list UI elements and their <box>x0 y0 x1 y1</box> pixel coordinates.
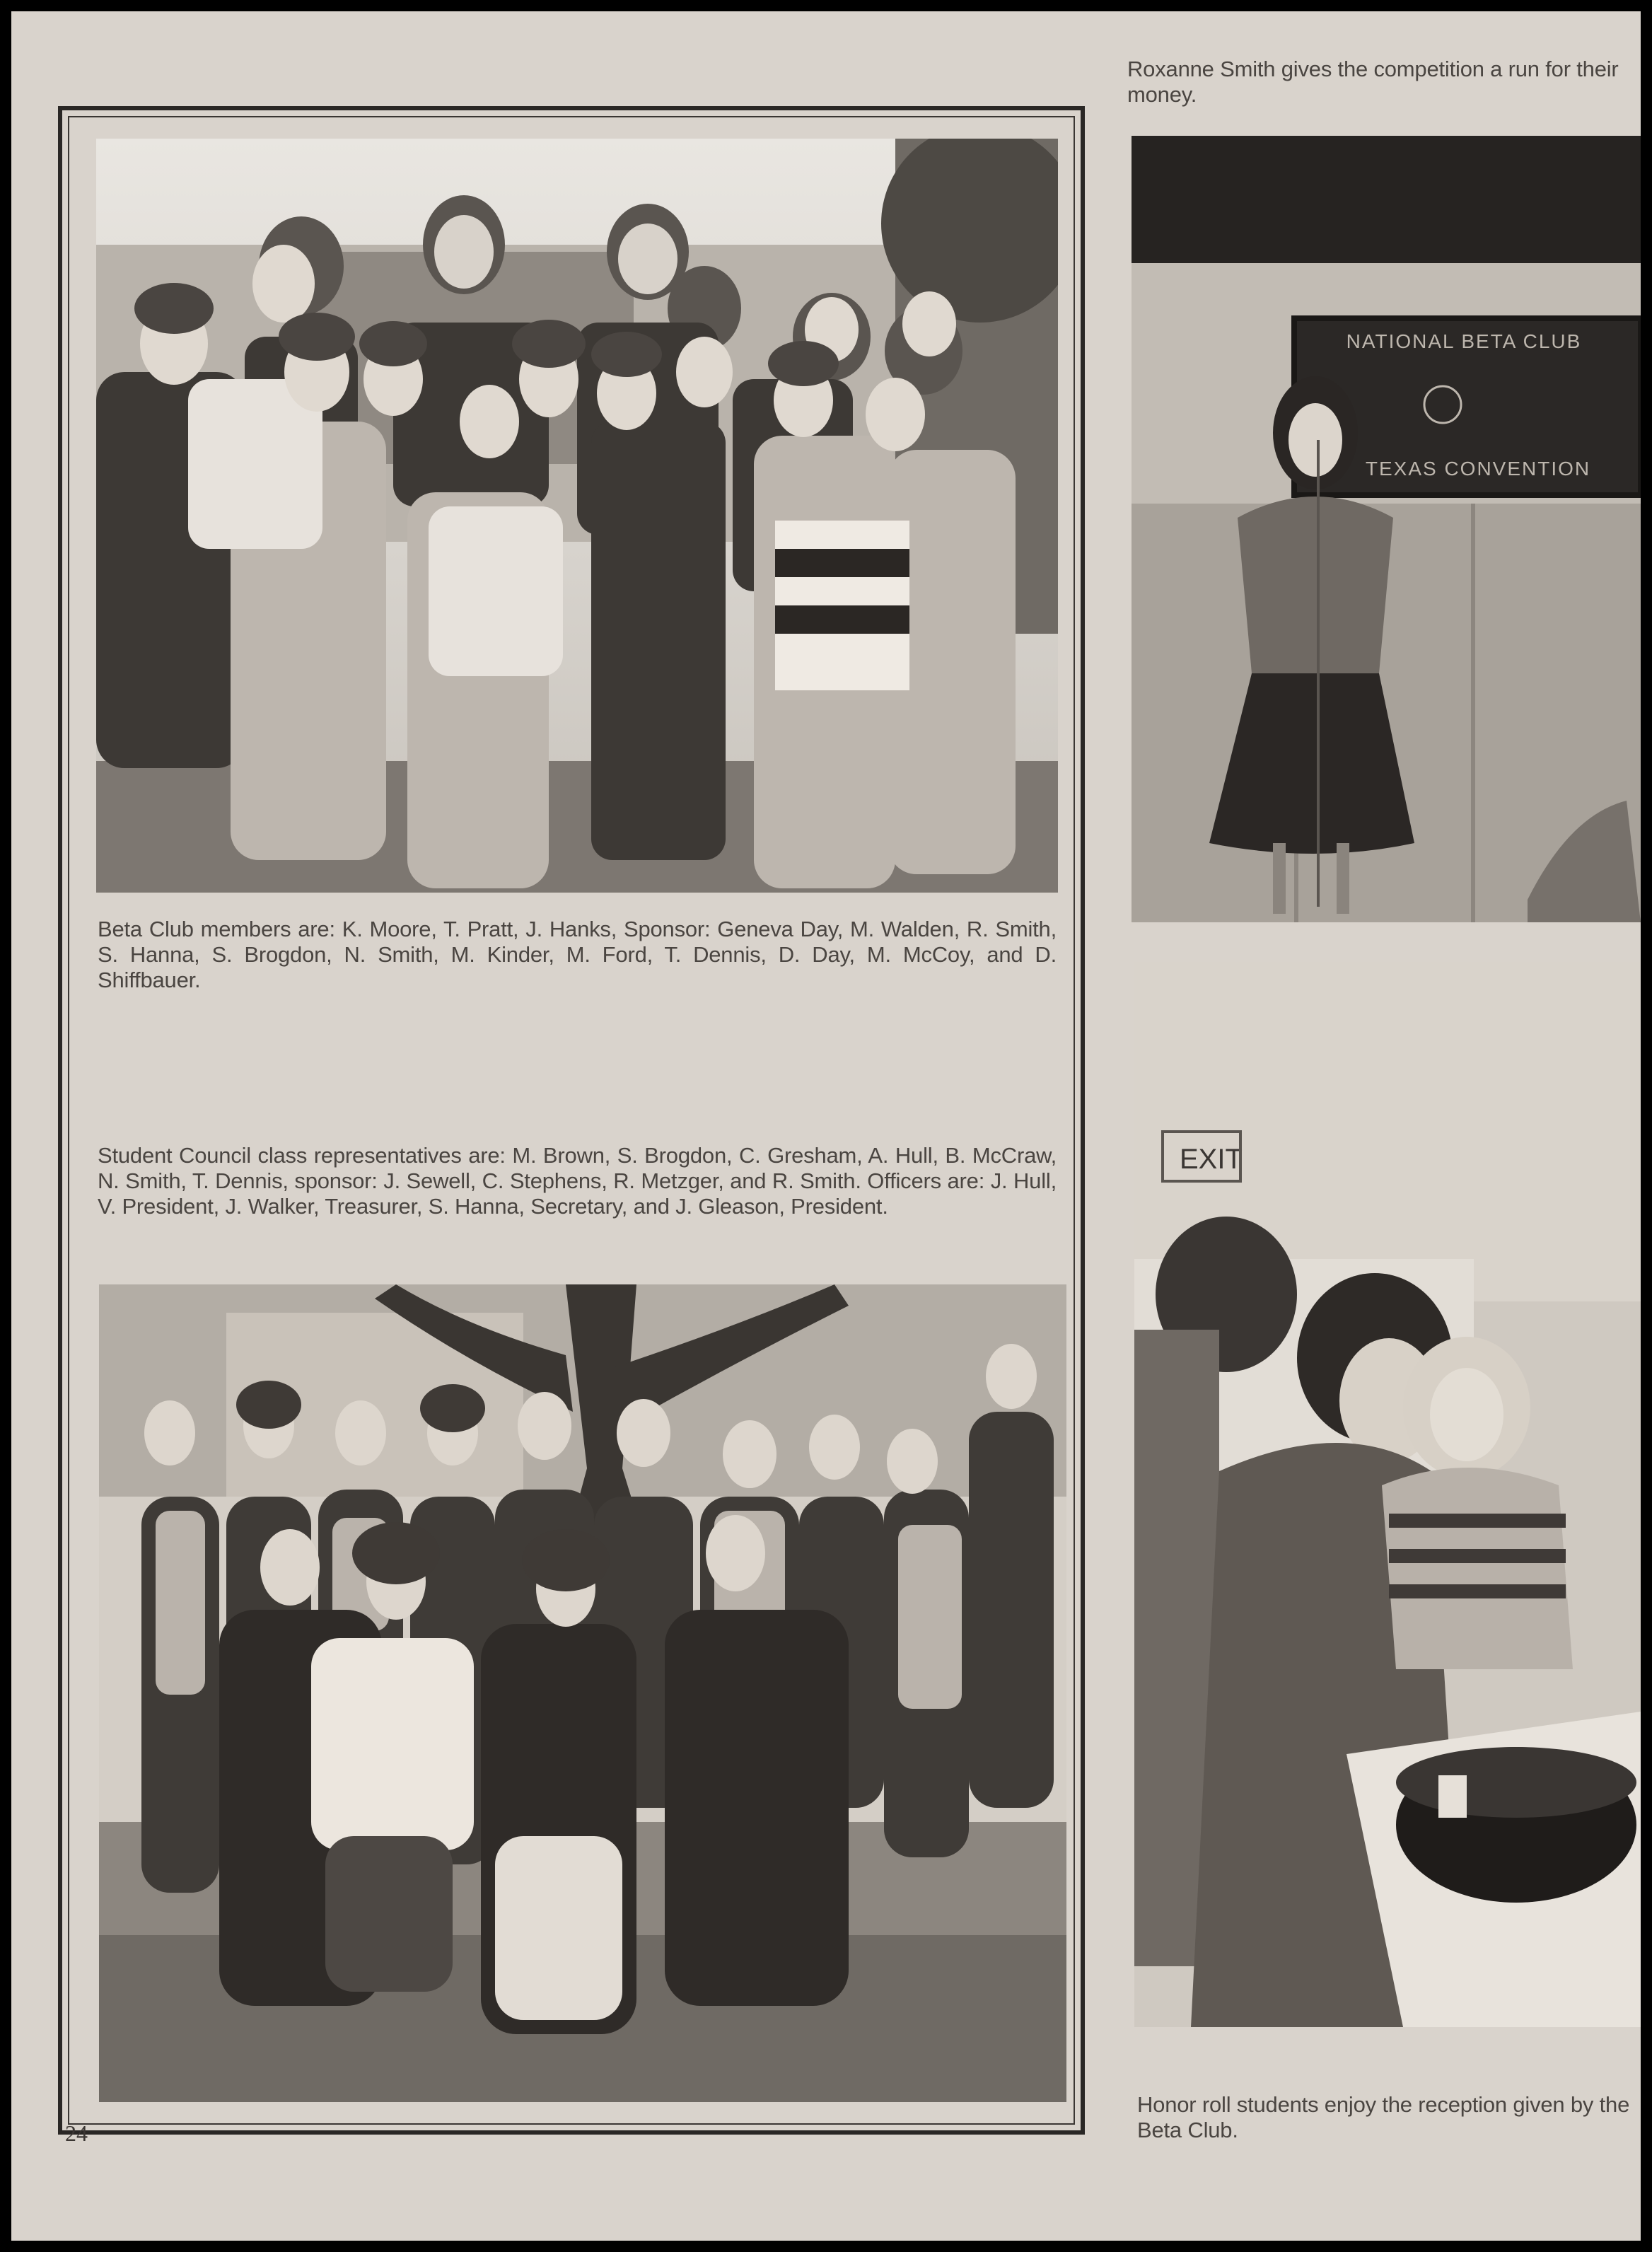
banner-line-1: NATIONAL BETA CLUB <box>1346 330 1582 352</box>
beta-club-group-photo <box>96 139 1058 893</box>
singer-caption: Roxanne Smith gives the competition a run for their money. <box>1127 57 1619 107</box>
reception-photo <box>1134 962 1641 2027</box>
singer-photo <box>1132 136 1641 922</box>
student-council-caption: Student Council class representatives are: M. Brown, S. Brogdon, C. Gresham, A. Hull, B. McCraw, N. Smith, T. Dennis, sponsor: J. Sewell, C. Stephens, R. Metzger, and R. Smith. Officers are: J. Hull, V. President, J. Walker, Treasurer, S. Hanna, Secretary, and J. Gleason, President. <box>98 1143 1057 1219</box>
student-council-group-photo <box>99 1284 1066 2102</box>
beta-club-caption: Beta Club members are: K. Moore, T. Pratt, J. Hanks, Sponsor: Geneva Day, M. Walden, R. Smith, S. Hanna, S. Brogdon, N. Smith, M. Kinder, M. Ford, T. Dennis, D. Day, M. McCoy, and D. Shiffbauer. <box>98 917 1057 992</box>
exit-sign: EXIT <box>1180 1144 1243 1175</box>
reception-caption: Honor roll students enjoy the reception given by the Beta Club. <box>1137 2092 1630 2142</box>
page-number: 24 <box>65 2120 88 2146</box>
banner-line-2: TEXAS CONVENTION <box>1365 458 1591 480</box>
